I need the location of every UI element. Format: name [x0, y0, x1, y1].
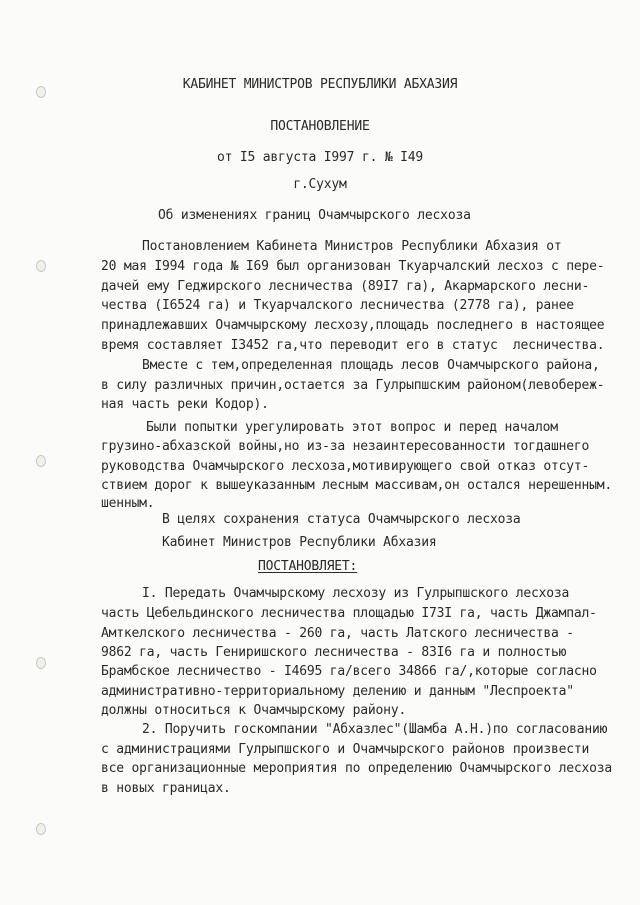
body-line: должны относиться к Очамчырскому району.	[101, 703, 407, 718]
body-line: 9862 га, часть Гениришского лесничества - 83I6 га и полностью	[101, 645, 567, 660]
body-line: с администрациями Гулрыпшского и Очамчырского районов произвести	[101, 742, 590, 757]
body-line: Брамбское лесничество - I4695 га/всего 34866 га/,которые согласно	[101, 664, 597, 679]
body-line: время составляет I3452 га,что переводит его в статус лесничества.	[101, 338, 605, 353]
body-line: 2. Поручить госкомпании "Абхазлес"(Шамба А.Н.)по согласованию	[142, 722, 608, 737]
org-title: КАБИНЕТ МИНИСТРОВ РЕСПУБЛИКИ АБХАЗИЯ	[182, 77, 458, 92]
body-line: административно-территориальному делению и данным "Леспроекта"	[101, 684, 574, 699]
body-line: 20 мая I994 года № I69 был организован Ткуарчалский лесхоз с пере-	[101, 259, 605, 274]
body-line: дачей ему Геджирского лесничества (89I7 га), Акармарского лесни-	[101, 279, 590, 294]
body-line: в силу различных причин,остается за Гулрыпшским районом(левобереж-	[101, 378, 605, 393]
decree-heading: ПОСТАНОВЛЯЕТ:	[258, 559, 358, 574]
body-line: часть Цебельдинского лесничества площадью I73I га, часть Джампал-	[101, 606, 597, 621]
doc-type: ПОСТАНОВЛЕНИЕ	[270, 119, 370, 134]
binder-hole	[36, 455, 46, 467]
body-line: ствием дорог к вышеуказанным лесным массивам,он остался нерешенным.	[101, 478, 612, 493]
body-line: В целях сохранения статуса Очамчырского лесхоза	[162, 512, 521, 527]
body-line: принадлежавших Очамчырскому лесхозу,площадь последнего в настоящее	[101, 318, 605, 333]
city: г.Сухум	[293, 177, 347, 192]
body-line: Амткелского лесничества - 260 га, часть Латского лесничества -	[101, 626, 574, 641]
body-line: I. Передать Очамчырскому лесхозу из Гулрыпшского лесхоза	[142, 586, 570, 601]
binder-hole	[36, 823, 46, 835]
body-line: чества (I6524 га) и Ткуарчалского лесничества (2778 га), ранее	[101, 298, 574, 313]
body-line: Кабинет Министров Республики Абхазия	[162, 535, 437, 550]
date-number: от I5 августа I997 г. № I49	[217, 150, 423, 165]
body-line: Были попытки урегулировать этот вопрос и перед началом	[146, 420, 558, 435]
body-line: все организационные мероприятия по определению Очамчырского лесхоза	[101, 761, 612, 776]
binder-hole	[36, 657, 46, 669]
body-line: руководства Очамчырского лесхоза,мотивирующего свой отказ отсут-	[101, 459, 590, 474]
body-line: в новых границах.	[101, 781, 231, 796]
subject-line: Об изменениях границ Очамчырского лесхоза	[158, 208, 471, 223]
body-line: грузино-абхазской войны,но из-за незаинтересованности тогдашнего	[101, 439, 590, 454]
body-line: ная часть реки Кодор).	[101, 397, 269, 412]
body-line: Постановлением Кабинета Министров Республики Абхазия от	[142, 239, 562, 254]
binder-hole	[36, 260, 46, 272]
body-line: Вместе с тем,определенная площадь лесов Очамчырского района,	[142, 358, 600, 373]
body-line: шенным.	[101, 496, 155, 511]
